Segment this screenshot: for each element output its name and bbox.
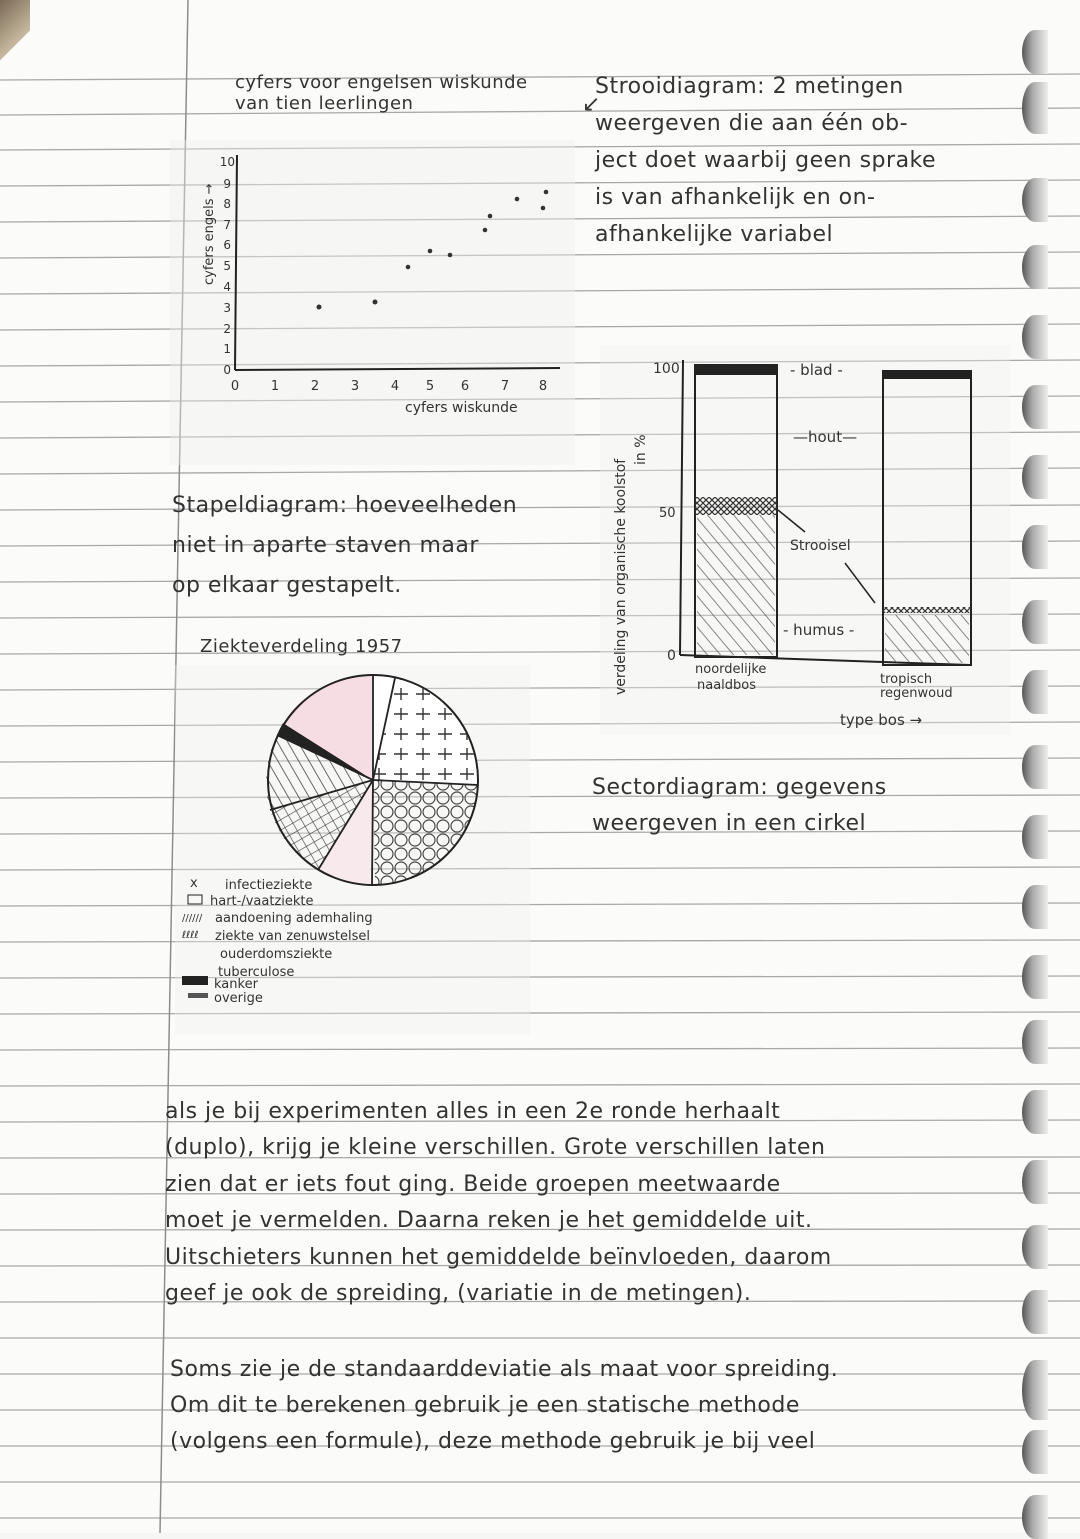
svg-text:5: 5	[425, 379, 435, 394]
svg-text:4: 4	[390, 379, 400, 394]
binder-hole	[1022, 1290, 1048, 1334]
stacked-bar-chart	[595, 335, 1015, 740]
scatter-ylabel: cyfers engels →	[202, 183, 217, 285]
binder-hole	[1022, 1430, 1048, 1474]
svg-text:aandoening ademhaling: aandoening ademhaling	[215, 911, 373, 926]
svg-text:ℓℓℓℓ: ℓℓℓℓ	[182, 930, 199, 941]
binder-hole	[1022, 525, 1048, 569]
svg-text:5: 5	[223, 259, 231, 273]
binder-hole	[1022, 82, 1048, 134]
binder-hole	[1022, 385, 1048, 429]
pie-chart	[170, 665, 530, 1035]
stacked-definition: Stapeldiagram: hoeveelheden niet in aparte staven maar op elkaar gestapelt.	[172, 493, 518, 598]
svg-text:3: 3	[350, 379, 360, 394]
svg-text:6: 6	[460, 379, 470, 394]
svg-text:noordelijke: noordelijke	[695, 662, 767, 677]
binder-hole	[1022, 315, 1048, 359]
svg-text:in %: in %	[633, 434, 649, 465]
binder-hole	[1022, 955, 1048, 999]
svg-text:0: 0	[230, 379, 240, 394]
scatter-title: cyfers voor engelsen wiskunde van tien leerlingen	[235, 72, 528, 114]
stacked-ylabel: verdeling van organische koolstof	[613, 458, 629, 695]
svg-text:x: x	[190, 876, 198, 891]
svg-text:10: 10	[219, 155, 235, 169]
scatter-definition: Strooidiagram: 2 metingen weergeven die aan één ob- ject doet waarbij geen sprake is van afhankelijk en on- afhankelijke variabel	[595, 74, 937, 247]
svg-text:1: 1	[223, 342, 231, 356]
scatter-xlabel: cyfers wiskunde	[405, 400, 518, 416]
svg-text:2: 2	[223, 322, 231, 336]
pie-definition: Sectordiagram: gegevens weergeven in een cirkel	[592, 775, 887, 836]
binder-hole	[1022, 600, 1048, 644]
y-tick-100: 100	[653, 361, 680, 377]
binder-hole	[1022, 745, 1048, 789]
svg-text:ziekte van zenuwstelsel: ziekte van zenuwstelsel	[215, 929, 371, 944]
binder-hole	[1022, 1160, 1048, 1204]
svg-text:—hout—: —hout—	[793, 428, 858, 446]
svg-text:naaldbos: naaldbos	[697, 678, 757, 693]
svg-text:2: 2	[310, 379, 320, 394]
arrow-icon: ↙	[582, 92, 601, 117]
binder-holes	[1000, 0, 1080, 1533]
pie-title: Ziekteverdeling 1957	[200, 636, 403, 657]
svg-text:7: 7	[500, 379, 510, 394]
svg-text:9: 9	[223, 177, 231, 191]
svg-text:7: 7	[223, 218, 231, 232]
svg-text:- humus -: - humus -	[783, 621, 855, 639]
svg-text:infectieziekte: infectieziekte	[225, 878, 313, 893]
binder-hole	[1022, 885, 1048, 929]
binder-hole	[1022, 1360, 1048, 1420]
binder-hole	[1022, 1090, 1048, 1134]
svg-text:4: 4	[223, 280, 231, 294]
binder-hole	[1022, 1020, 1048, 1064]
svg-text:hart-/vaatziekte: hart-/vaatziekte	[210, 894, 314, 909]
svg-text:3: 3	[223, 301, 231, 315]
y-tick-50: 50	[659, 506, 676, 521]
binder-hole	[1022, 245, 1048, 289]
svg-text:type bos →: type bos →	[840, 711, 923, 729]
svg-text:tropisch: tropisch	[880, 672, 933, 687]
svg-text:8: 8	[223, 197, 231, 211]
binder-hole	[1022, 670, 1048, 714]
binder-hole	[1022, 815, 1048, 859]
svg-text:1: 1	[270, 379, 280, 394]
svg-text:kanker: kanker	[214, 977, 258, 992]
svg-text:overige: overige	[214, 991, 263, 1006]
svg-text:regenwoud: regenwoud	[880, 686, 953, 701]
svg-text://////: //////	[182, 913, 203, 924]
paragraph-duplo: als je bij experimenten alles in een 2e ronde herhaalt (duplo), krijg je kleine verschillen. Grote verschillen laten zien dat er iets fout ging. Beide groepen meetwaarde moet je vermelden. Daarna reken je het gemiddelde uit. Uitschieters kunnen het gemiddelde beïnvloeden, daarom geef je ook de spreiding, (variatie in de metingen).	[165, 1099, 832, 1307]
scatter-plot	[165, 140, 585, 470]
binder-hole	[1022, 1495, 1048, 1539]
svg-text:- blad -: - blad -	[790, 361, 843, 379]
paragraph-standaarddeviatie: Soms zie je de standaarddeviatie als maat voor spreiding. Om dit te berekenen gebruik je een statische methode (volgens een formule), deze methode gebruik je bij veel	[170, 1357, 839, 1454]
binder-hole	[1022, 1225, 1048, 1269]
page-corner-shadow	[0, 0, 30, 70]
svg-text:ouderdomsziekte: ouderdomsziekte	[220, 947, 333, 962]
binder-hole	[1022, 455, 1048, 499]
svg-text:8: 8	[538, 379, 548, 394]
binder-hole	[1022, 178, 1048, 222]
svg-text:6: 6	[223, 238, 231, 252]
svg-text:tuberculose: tuberculose	[218, 965, 295, 980]
svg-text:0: 0	[223, 363, 231, 377]
binder-hole	[1022, 30, 1048, 74]
y-tick-0: 0	[667, 648, 676, 664]
svg-text:Strooisel: Strooisel	[790, 538, 851, 554]
